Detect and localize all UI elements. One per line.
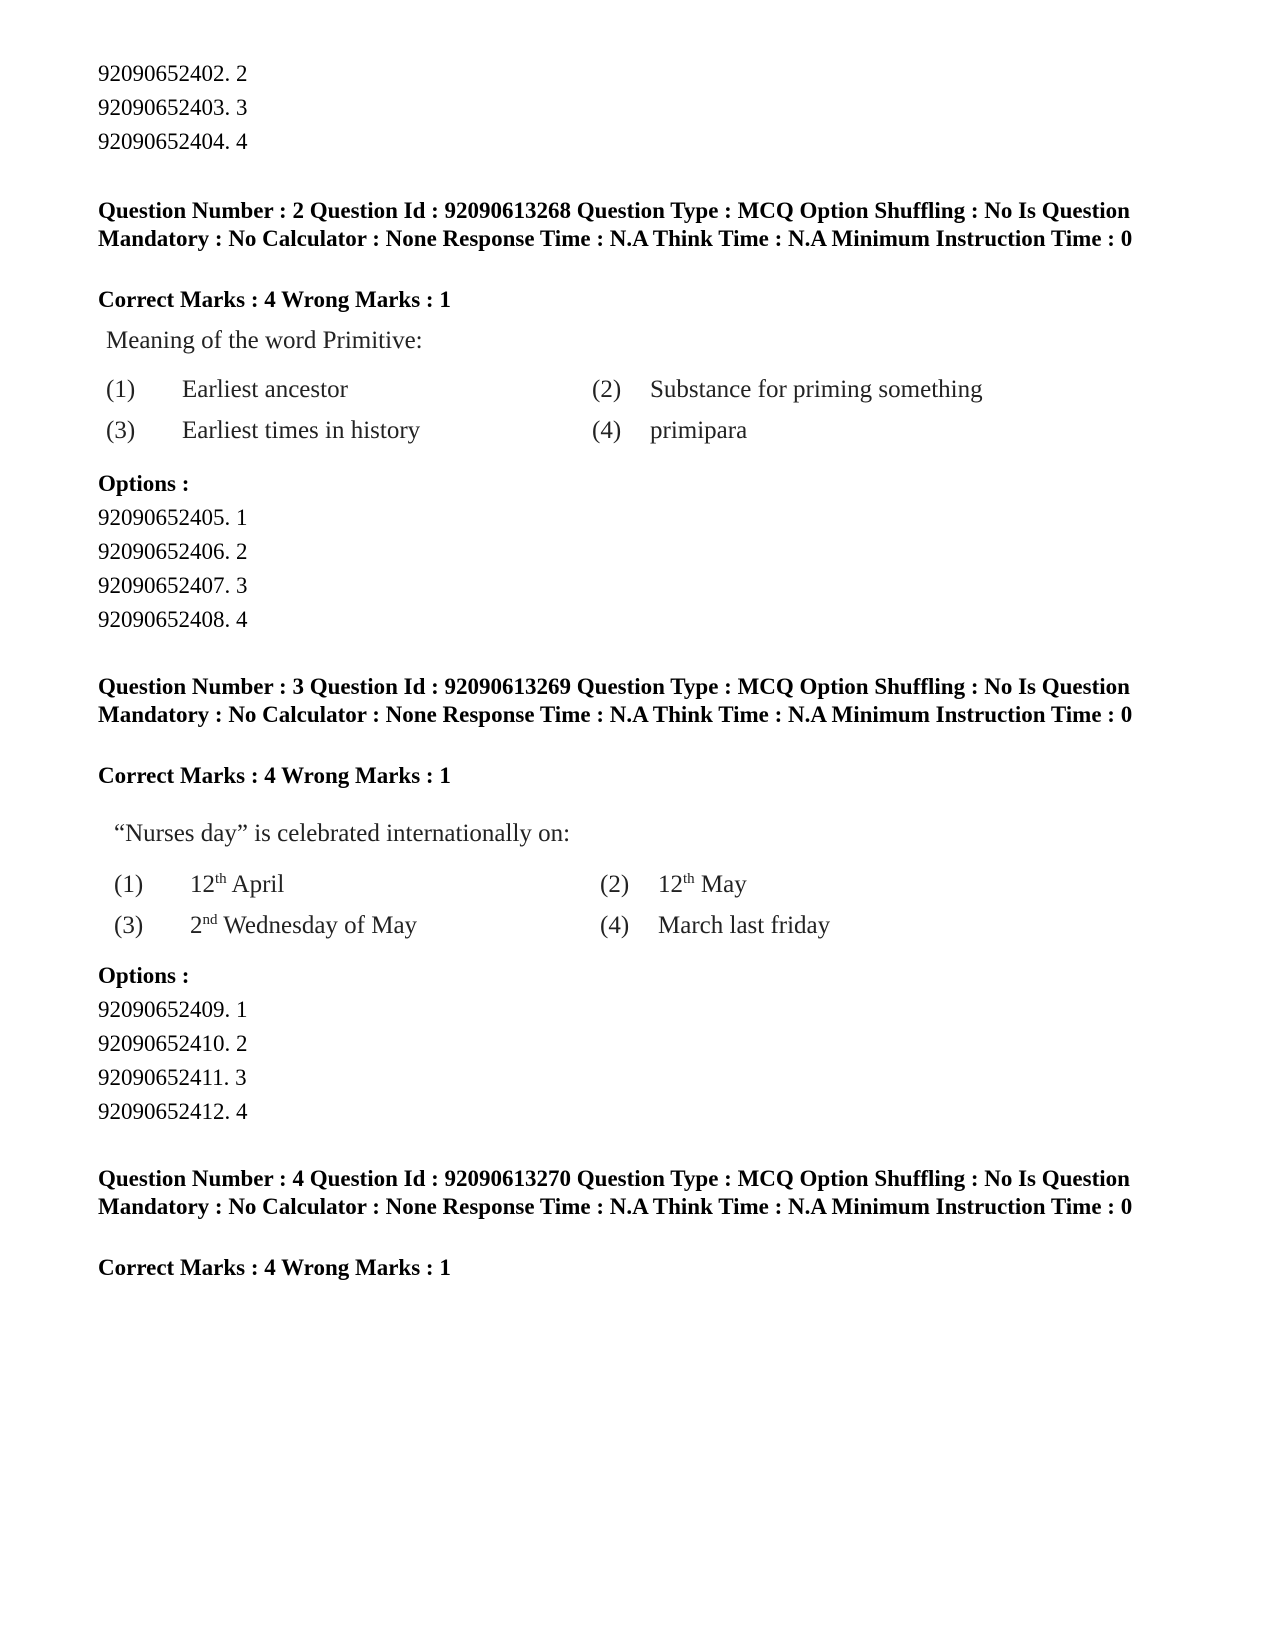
option-id-line: 92090652409. 1 bbox=[98, 997, 248, 1022]
options-label: Options : bbox=[98, 471, 190, 496]
question-2-marks: Correct Marks : 4 Wrong Marks : 1 bbox=[98, 287, 451, 312]
option-id-line: 92090652412. 4 bbox=[98, 1099, 248, 1124]
question-2-choice-text: primipara bbox=[650, 417, 748, 444]
option-id-line: 92090652408. 4 bbox=[98, 607, 248, 632]
question-3-text: “Nurses day” is celebrated internationally on: bbox=[114, 820, 571, 847]
question-3-choice-text: 12th May bbox=[658, 871, 747, 898]
question-2-choice-text: Earliest times in history bbox=[182, 417, 421, 444]
options-label: Options : bbox=[98, 963, 190, 988]
question-2-text: Meaning of the word Primitive: bbox=[106, 327, 423, 354]
question-3-meta: Question Number : 3 Question Id : 92090613269 Question Type : MCQ Option Shuffling : No Is Question Mandatory : No Calculator : None Response Time : N.A Think Time : N.A Minimum Instruction Time : 0 bbox=[98, 674, 1133, 727]
question-2-choice-number: (2) bbox=[592, 376, 622, 403]
option-id-line: 92090652402. 2 bbox=[98, 61, 248, 86]
question-2-choice-text: Substance for priming something bbox=[650, 376, 983, 403]
question-4-marks: Correct Marks : 4 Wrong Marks : 1 bbox=[98, 1255, 451, 1280]
option-id-line: 92090652404. 4 bbox=[98, 129, 248, 154]
question-2-choice-number: (1) bbox=[106, 376, 136, 403]
option-id-line: 92090652407. 3 bbox=[98, 573, 248, 598]
question-2-choice-number: (4) bbox=[592, 417, 622, 444]
question-3-marks: Correct Marks : 4 Wrong Marks : 1 bbox=[98, 763, 451, 788]
question-2-meta: Question Number : 2 Question Id : 92090613268 Question Type : MCQ Option Shuffling : No Is Question Mandatory : No Calculator : None Response Time : N.A Think Time : N.A Minimum Instruction Time : 0 bbox=[98, 198, 1133, 251]
question-3-choice-number: (3) bbox=[114, 912, 144, 939]
question-3-choice-text: 12th April bbox=[190, 871, 285, 898]
question-2-choice-number: (3) bbox=[106, 417, 136, 444]
question-3-choice-number: (2) bbox=[600, 871, 630, 898]
question-3-choice-number: (1) bbox=[114, 871, 144, 898]
question-2-choice-text: Earliest ancestor bbox=[182, 376, 348, 403]
option-id-line: 92090652406. 2 bbox=[98, 539, 248, 564]
option-id-line: 92090652410. 2 bbox=[98, 1031, 248, 1056]
option-id-line: 92090652403. 3 bbox=[98, 95, 248, 120]
question-4-meta: Question Number : 4 Question Id : 92090613270 Question Type : MCQ Option Shuffling : No Is Question Mandatory : No Calculator : None Response Time : N.A Think Time : N.A Minimum Instruction Time : 0 bbox=[98, 1166, 1133, 1219]
question-3-choice-text: 2nd Wednesday of May bbox=[190, 912, 418, 939]
option-id-line: 92090652405. 1 bbox=[98, 505, 248, 530]
question-3-choice-number: (4) bbox=[600, 912, 630, 939]
option-id-line: 92090652411. 3 bbox=[98, 1065, 247, 1090]
question-3-choice-text: March last friday bbox=[658, 912, 831, 939]
